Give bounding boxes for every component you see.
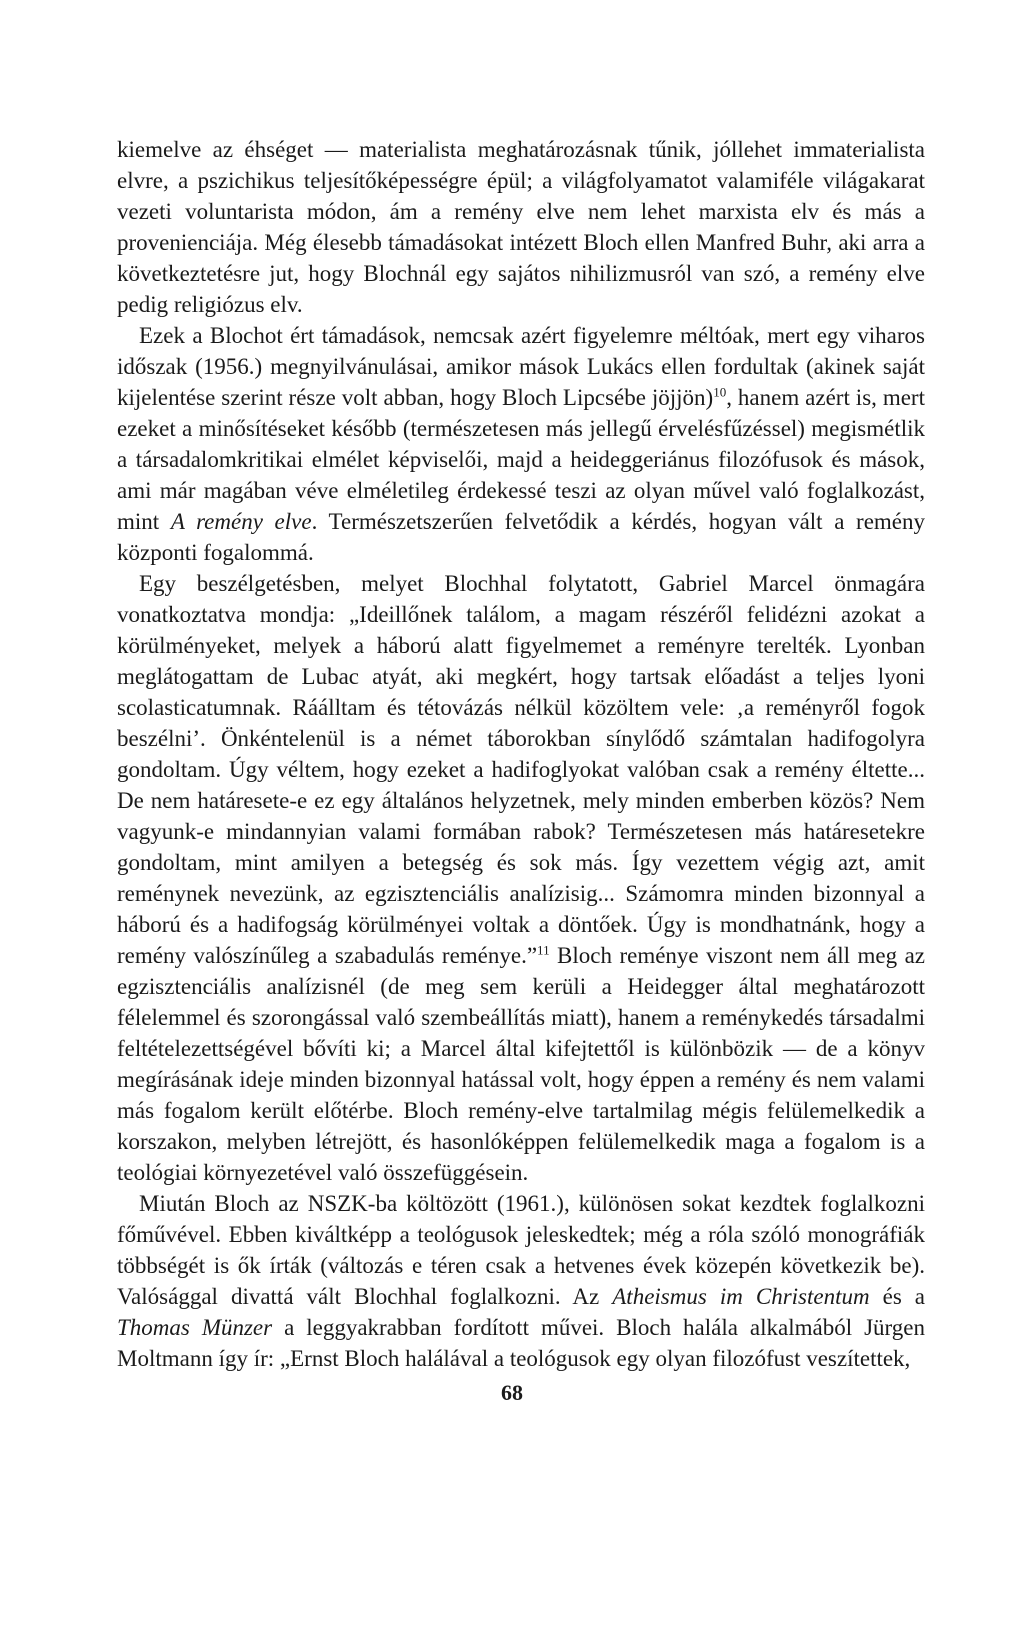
paragraph-1-text: kiemelve az éhséget — materialista meghatározásnak tűnik, jóllehet immaterialista elvre, a pszichikus teljesítőképességre épül; a világfolyamatot valamiféle világakarat vezeti voluntarista módon, ám a remény elve nem lehet marxista elv és más a provenienciája. Még élesebb támadásokat intézett Bloch ellen Manfred Buhr, aki arra a következtetésre jut, hogy Blochnál egy sajátos nihilizmusról van szó, a remény elve pedig religiózus elv. bbox=[117, 137, 925, 317]
page-number: 68 bbox=[501, 1380, 523, 1405]
footnote-ref-10: 10 bbox=[713, 384, 727, 400]
paragraph-4-text-c: a leggyakrabban fordított művei. Bloch halála alkalmából Jürgen Moltmann így ír: „Ernst Bloch halálával a teológusok egy olyan filozófust veszítettek, bbox=[117, 1315, 925, 1371]
book-title-atheismus: Atheismus im Christentum bbox=[612, 1284, 870, 1309]
paragraph-2-text-a: Ezek a Blochot ért támadások, nemcsak azért figyelemre méltóak, mert egy viharos időszak (1956.) megnyilvánulásai, amikor mások Lukács ellen fordultak (akinek saját kijelentése szerint része volt abban, hogy Bloch Lipcsébe jöjjön) bbox=[117, 323, 925, 410]
paragraph-3 bbox=[117, 568, 925, 1188]
paragraph-3-text-b: Bloch reménye viszont nem áll meg az egzisztenciális analízisnél (de meg sem kerüli a Heidegger által meghatározott félelemmel és szorongással való szembeállítás miatt), hanem a reménykedés társadalmi feltételezettségével bővíti ki; a Marcel által kifejtettől is különbözik — de a könyv megírásának ideje minden bizonnyal hatással volt, hogy éppen a remény és nem valami más fogalom került előtérbe. Bloch remény-elve tartalmilag mégis felülemelkedik a korszakon, melyben létrejött, és hasonlóképpen felülemelkedik maga a fogalom is a teológiai környezetével való összefüggésein. bbox=[117, 943, 925, 1185]
paragraph-4-text-b: és a bbox=[869, 1284, 926, 1309]
book-title-remeny-elve: A remény elve bbox=[170, 509, 312, 534]
paragraph-4 bbox=[117, 1188, 925, 1374]
paragraph-4-text-a: Miután Bloch az NSZK-ba költözött (1961.), különösen sokat kezdtek foglalkozni főművével. Ebben kiváltképp a teológusok jeleskedtek; még a róla szóló monográfiák többségét is ők írták (változás e téren csak a hetvenes évek közepén következik be). Valósággal divattá vált Blochhal foglalkozni. Az bbox=[117, 1191, 925, 1309]
paragraph-2-text-c: . Természetszerűen felvetődik a kérdés, hogyan vált a remény központi fogalommá. bbox=[117, 509, 926, 565]
paragraph-1 bbox=[117, 134, 925, 320]
page-body bbox=[117, 134, 925, 1374]
paragraph-2-text-b: , hanem azért is, mert ezeket a minősítéseket később (természetesen más jellegű érvelésfűzéssel) megismétlik a társadalomkritikai elmélet képviselői, majd a heideggeriánus filozófusok és mások, ami már magában véve elméletileg érdekessé teszi az olyan művel való foglalkozást, mint bbox=[117, 385, 925, 534]
paragraph-2 bbox=[117, 320, 925, 568]
book-title-thomas-munzer: Thomas Münzer bbox=[117, 1315, 273, 1340]
footnote-ref-11: 11 bbox=[537, 942, 550, 958]
paragraph-3-text-a: Egy beszélgetésben, melyet Blochhal folytatott, Gabriel Marcel önmagára vonatkoztatva mondja: „Ideillőnek találom, a magam részéről felidézni azokat a körülményeket, melyek a háború alatt figyelmemet a reményre terelték. Lyonban meglátogattam de Lubac atyát, aki megkért, hogy tartsak előadást a teljes lyoni scolasticatumnak. Ráálltam és tétovázás nélkül közöltem vele: ‚a reményről fogok beszélni’. Önkéntelenül is a német táborokban sínylődő számtalan hadifogolyra gondoltam. Úgy véltem, hogy ezeket a hadifoglyokat valóban csak a remény éltette... De nem határesete-e ez egy általános helyzetnek, mely minden emberben közös? Nem vagyunk-e mindannyian valami formában rabok? Természetesen más határesetekre gondoltam, mint amilyen a betegség és sok más. Így vezettem végig azt, amit reménynek nevezünk, az egzisztenciális analízisig... Számomra minden bizonnyal a háború és a hadifogság körülményei voltak a döntőek. Úgy is mondhatnánk, hogy a remény valószínűleg a szabadulás reménye.” bbox=[117, 571, 925, 968]
